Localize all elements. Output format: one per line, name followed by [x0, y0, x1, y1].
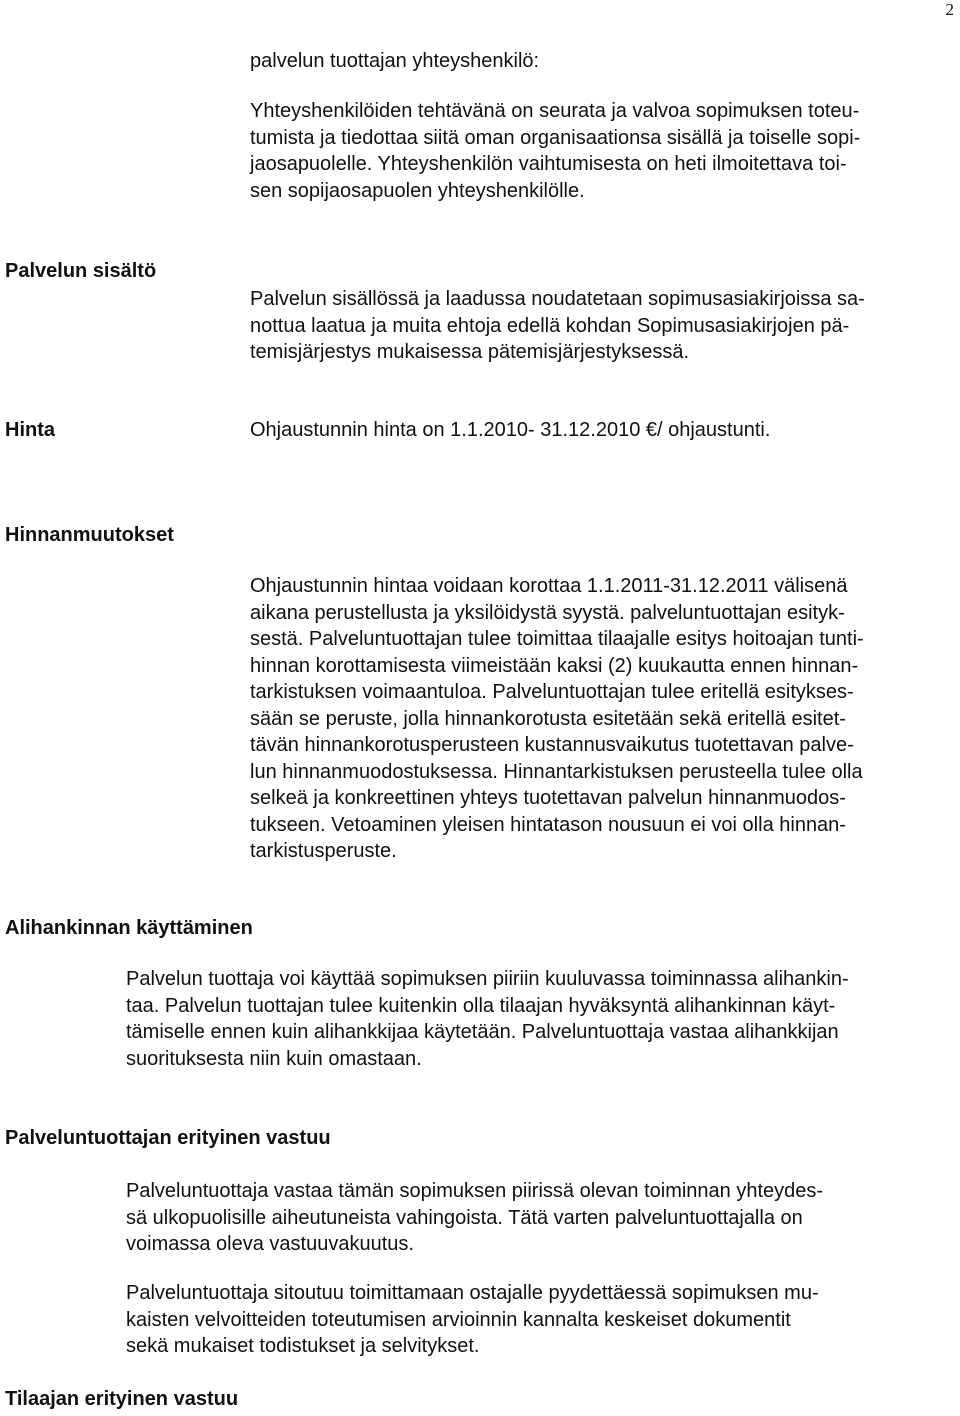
alihankinta-paragraph — [126, 966, 849, 1072]
text-line: tumista ja tiedottaa siitä oman organisaationsa sisällä ja toiselle sopi- — [250, 126, 861, 149]
text-line: tämiselle ennen kuin alihankkijaa käytetään. Palveluntuottaja vastaa alihankkijan — [126, 1021, 839, 1043]
text-line: temisjärjestys mukaisessa pätemisjärjestyksessä. — [250, 341, 690, 363]
text-line: sekä mukaiset todistukset ja selvitykset. — [126, 1335, 480, 1357]
text-line: Yhteyshenkilöiden tehtävänä on seurata ja valvoa sopimuksen toteu- — [250, 100, 860, 122]
section-heading-alihankinta: Alihankinnan käyttäminen — [5, 917, 253, 939]
erityinen-vastuu-paragraph-2 — [126, 1280, 819, 1360]
sisalto-paragraph — [250, 286, 865, 366]
text-line: sen sopijaosapuolen yhteyshenkilölle. — [250, 179, 585, 202]
text-line: Palveluntuottaja sitoutuu toimittamaan ostajalle pyydettäessä sopimuksen mu- — [126, 1282, 819, 1304]
text-line: tarkistusperuste. — [250, 840, 397, 862]
text-line: jaosapuolelle. Yhteyshenkilön vaihtumisesta on heti ilmoitettava toi- — [250, 153, 847, 175]
text-line: tukseen. Vetoaminen yleisen hintatason nousuun ei voi olla hinnan- — [250, 813, 846, 836]
section-heading-tilaajan-vastuu: Tilaajan erityinen vastuu — [5, 1388, 239, 1410]
text-line: aikana perustellusta ja yksilöidystä syystä. palveluntuottajan esityk- — [250, 601, 845, 624]
section-heading-hinta: Hinta — [5, 419, 55, 441]
text-line: nottua laatua ja muita ehtoja edellä kohdan Sopimusasiakirjojen pä- — [250, 314, 850, 337]
contact-paragraph — [250, 98, 860, 204]
text-line: sään se peruste, jolla hinnankorotusta esitetään sekä eritellä esitet- — [250, 707, 846, 730]
text-line: tävän hinnankorotusperusteen kustannusvaikutus tuotettavan palve- — [250, 734, 854, 756]
text-line: selkeä ja konkreettinen yhteys tuotettavan palvelun hinnanmuodos- — [250, 787, 846, 809]
page-number: 2 — [945, 0, 954, 19]
text-line: Ohjaustunnin hintaa voidaan korottaa 1.1.2011-31.12.2011 välisenä — [250, 575, 848, 597]
section-heading-sisalto: Palvelun sisältö — [5, 260, 157, 282]
text-line: kaisten velvoitteiden toteutumisen arvioinnin kannalta keskeiset dokumentit — [126, 1308, 791, 1331]
hinta-text: Ohjaustunnin hinta on 1.1.2010- 31.12.2010 €/ ohjaustunti. — [250, 419, 771, 441]
text-line: hinnan korottamisesta viimeistään kaksi (2) kuukautta ennen hinnan- — [250, 654, 859, 677]
hinnanmuutokset-paragraph — [250, 573, 864, 865]
text-line: suorituksesta niin kuin omastaan. — [126, 1047, 422, 1070]
section-heading-erityinen-vastuu: Palveluntuottajan erityinen vastuu — [5, 1127, 331, 1149]
text-line: voimassa oleva vastuuvakuutus. — [126, 1233, 414, 1255]
text-line: taa. Palvelun tuottajan tulee kuitenkin olla tilaajan hyväksyntä alihankinnan käyt- — [126, 994, 836, 1017]
text-line: sestä. Palveluntuottajan tulee toimittaa tilaajalle esitys hoitoajan tunti- — [250, 628, 864, 650]
text-line: Palveluntuottaja vastaa tämän sopimuksen piirissä olevan toiminnan yhteydes- — [126, 1180, 824, 1202]
erityinen-vastuu-paragraph-1 — [126, 1178, 823, 1258]
text-line: lun hinnanmuodostuksessa. Hinnantarkistuksen perusteella tulee olla — [250, 760, 863, 783]
text-line: sä ulkopuolisille aiheutuneista vahingoista. Tätä varten palveluntuottajalla on — [126, 1206, 803, 1229]
text-line: tarkistuksen voimaantuloa. Palveluntuottajan tulee eritellä esitykses- — [250, 681, 854, 703]
text-line: Palvelun sisällössä ja laadussa noudatetaan sopimusasiakirjoissa sa- — [250, 288, 865, 310]
text-line: Palvelun tuottaja voi käyttää sopimuksen piiriin kuuluvassa toiminnassa alihankin- — [126, 968, 849, 990]
section-heading-hinnanmuutokset: Hinnanmuutokset — [5, 524, 174, 546]
contact-title: palvelun tuottajan yhteyshenkilö: — [250, 50, 540, 72]
